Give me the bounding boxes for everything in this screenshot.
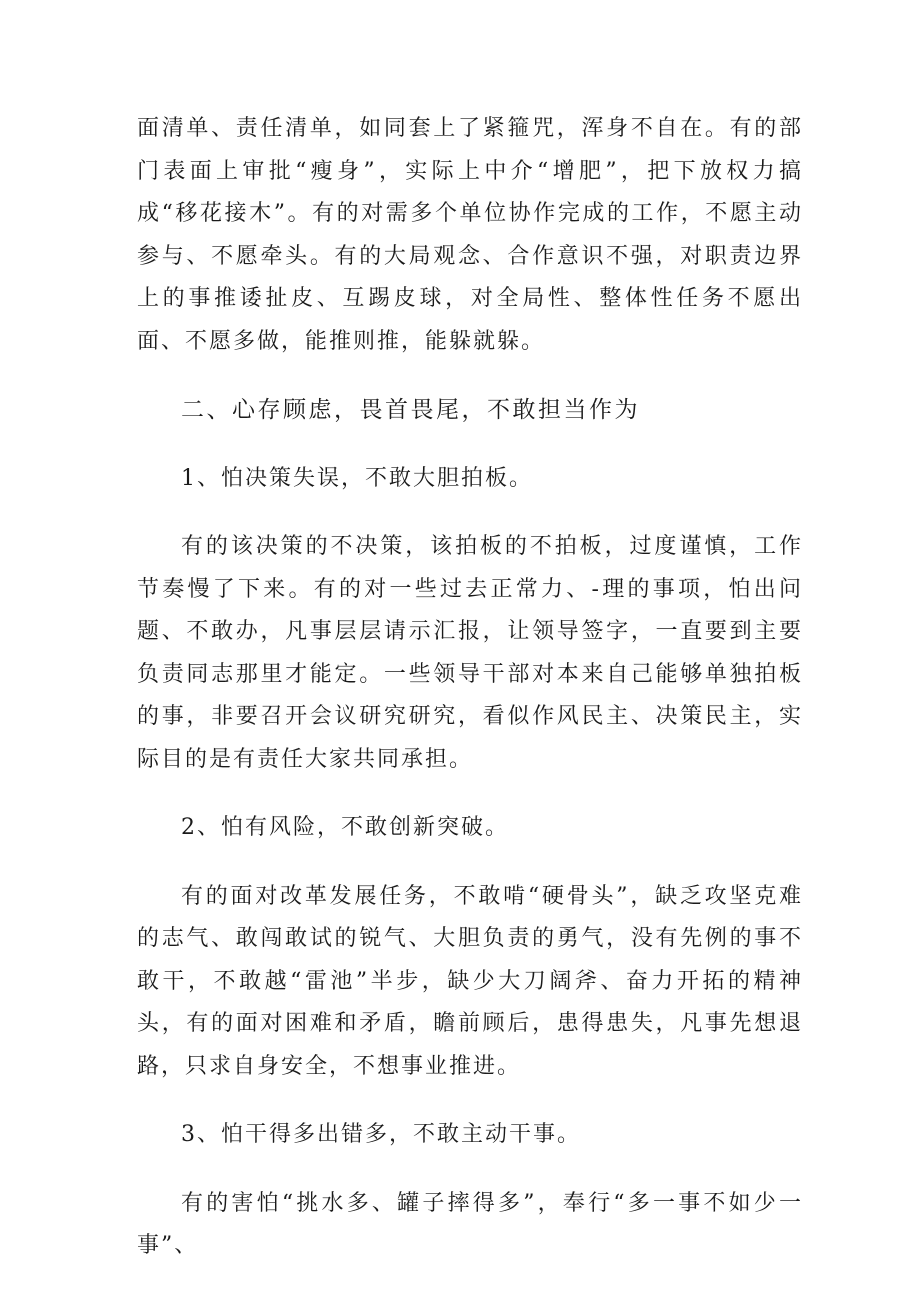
subheading-1: 1、怕决策失误，不敢大胆拍板。 bbox=[181, 465, 533, 491]
subheading-3: 3、怕干得多出错多，不敢主动干事。 bbox=[181, 1122, 581, 1147]
body-paragraph-continued: 面清单、责任清单，如同套上了紧箍咒，浑身不自在。有的部门表面上审批“瘦身”，实际上中介“增肥”，把下放权力搞成“移花接木”。有的对需多个单位协作完成的工作，不愿主动参与、不愿牵头。有的大局观念、合作意识不强，对职责边界上的事推诿扯皮、互踢皮球，对全局性、整体性任务不愿出面、不愿多做，能推则推，能躲就躲。 bbox=[137, 116, 803, 354]
subheading-2: 2、怕有风险，不敢创新突破。 bbox=[181, 815, 509, 840]
document-page bbox=[137, 108, 803, 1268]
section-heading-2: 二、心存顾虑，畏首畏尾，不敢担当作为 bbox=[181, 397, 640, 423]
body-paragraph-initiative: 有的害怕“挑水多、罐子摔得多”，奉行“多一事不如少一事”、 bbox=[137, 1190, 803, 1258]
body-paragraph-innovation: 有的面对改革发展任务，不敢啃“硬骨头”，缺乏攻坚克难的志气、敢闯敢试的锐气、大胆负责的勇气，没有先例的事不敢干，不敢越“雷池”半步，缺少大刀阔斧、奋力开拓的精神头，有的面对困难和矛盾，瞻前顾后，患得患失，凡事先想退路，只求自身安全，不想事业推进。 bbox=[137, 883, 803, 1079]
body-paragraph-decision: 有的该决策的不决策，该拍板的不拍板，过度谨慎，工作节奏慢了下来。有的对一些过去正常力、-理的事项，怕出问题、不敢办，凡事层层请示汇报，让领导签字，一直要到主要负责同志那里才能定。一些领导干部对本来自己能够单独拍板的事，非要召开会议研究研究，看似作风民主、决策民主，实际目的是有责任大家共同承担。 bbox=[137, 534, 803, 772]
